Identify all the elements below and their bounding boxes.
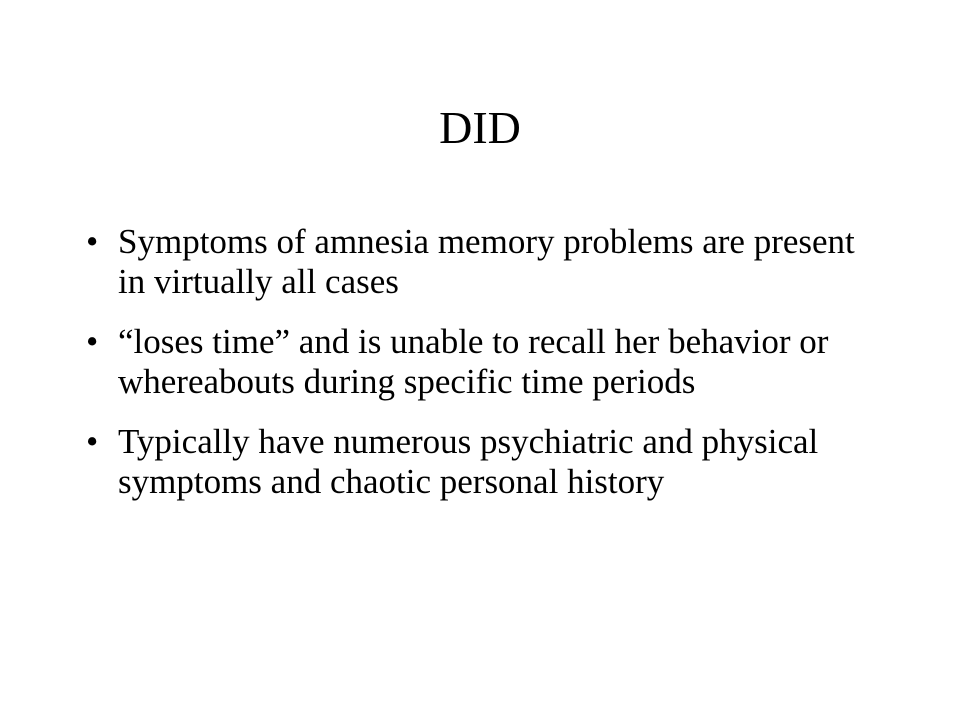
bullet-marker: • (86, 422, 99, 461)
bullet-item (86, 222, 866, 302)
bullet-item (86, 322, 866, 402)
bullet-list (86, 222, 866, 522)
bullet-text: “loses time” and is unable to recall her behavior or whereabouts during specific time periods (118, 322, 829, 401)
bullet-marker: • (86, 322, 99, 361)
bullet-marker: • (86, 222, 99, 261)
slide-title: DID (439, 102, 521, 153)
bullet-text: Symptoms of amnesia memory problems are present in virtually all cases (118, 222, 855, 301)
bullet-text: Typically have numerous psychiatric and physical symptoms and chaotic personal history (118, 422, 819, 501)
bullet-item (86, 422, 866, 502)
